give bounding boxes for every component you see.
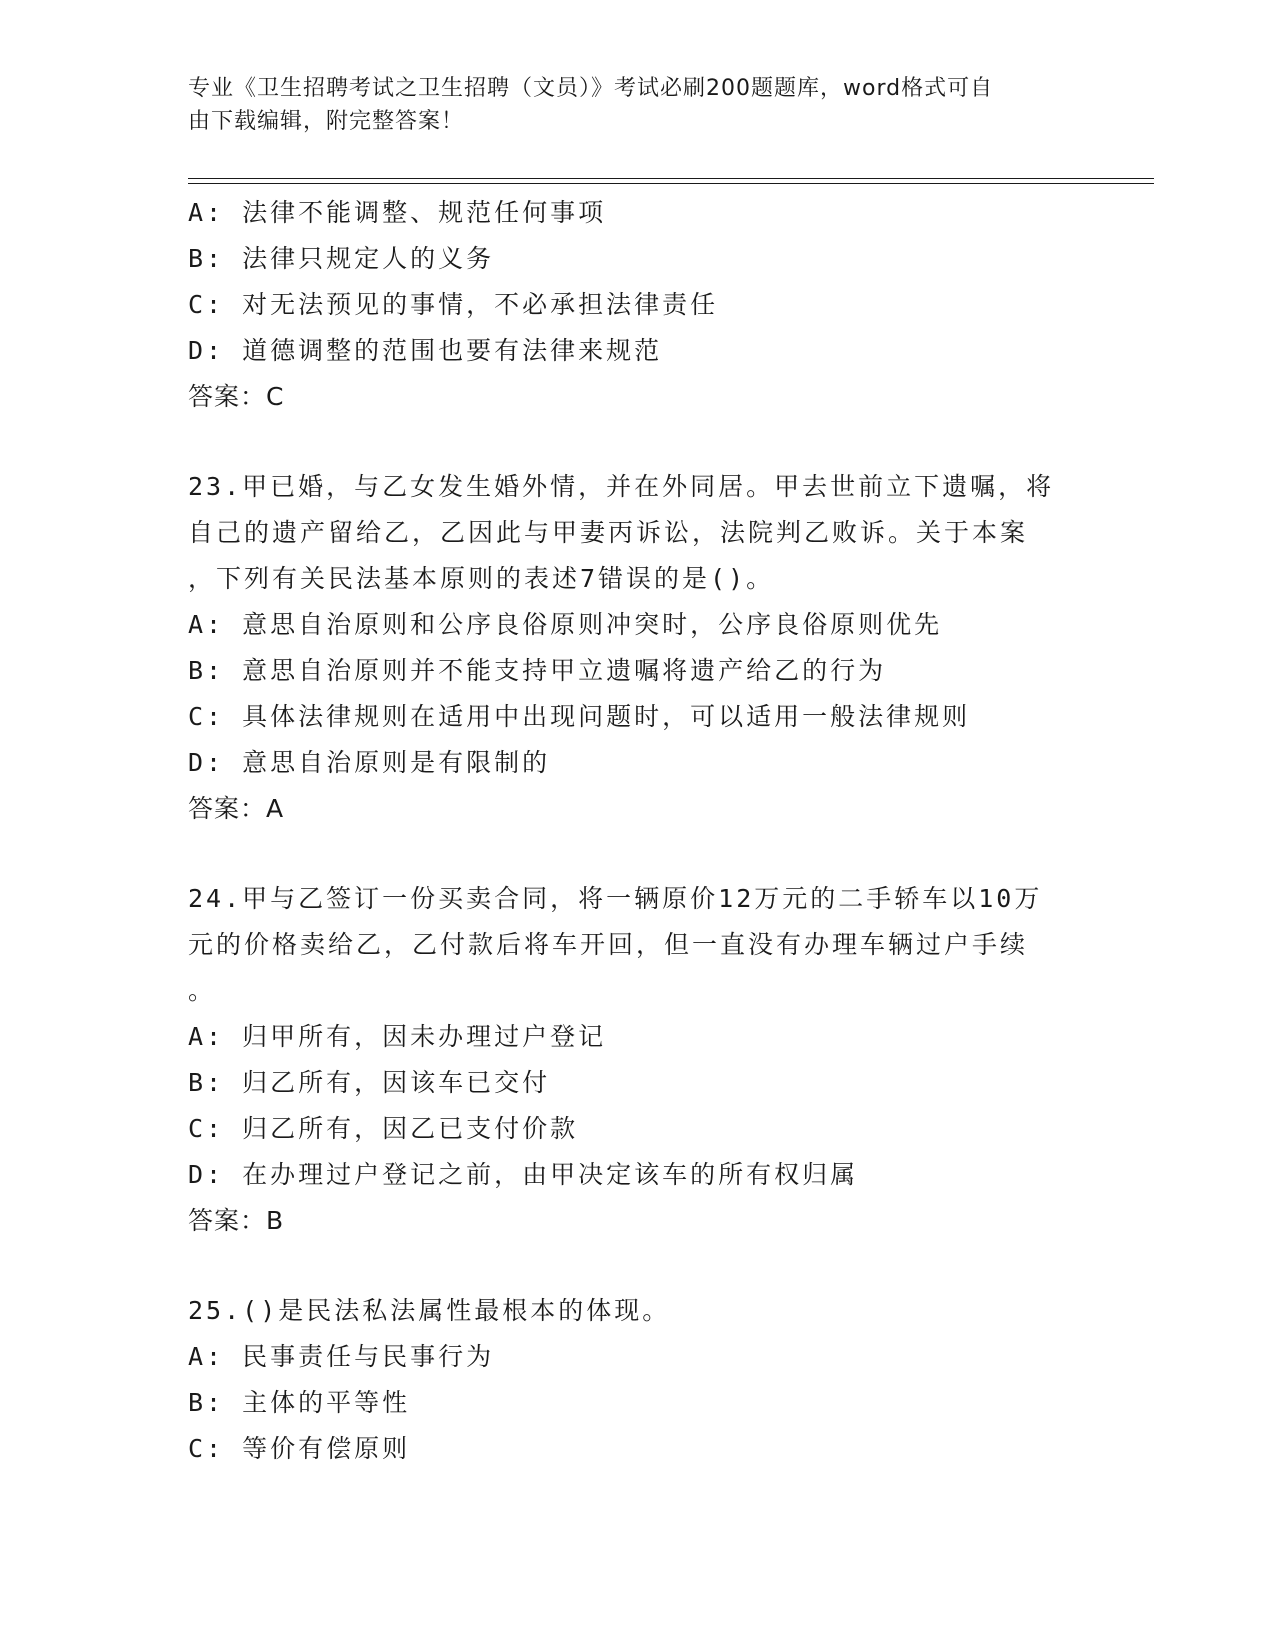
option-b: B: 主体的平等性	[188, 1388, 411, 1417]
option-c: C: 具体法律规则在适用中出现问题时，可以适用一般法律规则	[188, 702, 971, 731]
question-stem-line: 24.甲与乙签订一份买卖合同，将一辆原价12万元的二手轿车以10万	[188, 884, 1043, 913]
question-stem-line: 元的价格卖给乙，乙付款后将车开回，但一直没有办理车辆过户手续	[188, 930, 1029, 959]
option-c: C: 对无法预见的事情，不必承担法律责任	[188, 290, 719, 319]
question-24	[188, 876, 1088, 1244]
option-d: D: 在办理过户登记之前，由甲决定该车的所有权归属	[188, 1160, 859, 1189]
option-d: D: 意思自治原则是有限制的	[188, 748, 551, 777]
option-a: A: 法律不能调整、规范任何事项	[188, 198, 607, 227]
header-divider-bottom	[188, 183, 1154, 184]
answer-line: 答案：B	[188, 1206, 285, 1235]
header-line-1: 专业《卫生招聘考试之卫生招聘（文员）》考试必刷200题题库，word格式可自	[188, 76, 994, 101]
question-list	[188, 190, 1088, 1472]
answer-line: 答案：A	[188, 794, 285, 823]
question-stem-line: 自己的遗产留给乙，乙因此与甲妻丙诉讼，法院判乙败诉。关于本案	[188, 518, 1029, 547]
header-line-2: 由下载编辑，附完整答案！	[188, 109, 465, 134]
option-c: C: 归乙所有，因乙已支付价款	[188, 1114, 579, 1143]
option-b: B: 归乙所有，因该车已交付	[188, 1068, 551, 1097]
question-22	[188, 190, 1088, 420]
option-a: A: 民事责任与民事行为	[188, 1342, 495, 1371]
option-a: A: 意思自治原则和公序良俗原则冲突时，公序良俗原则优先	[188, 610, 943, 639]
question-23	[188, 464, 1088, 832]
document-header	[188, 72, 1068, 138]
option-b: B: 法律只规定人的义务	[188, 244, 495, 273]
answer-line: 答案：C	[188, 382, 285, 411]
option-a: A: 归甲所有，因未办理过户登记	[188, 1022, 607, 1051]
option-d: D: 道德调整的范围也要有法律来规范	[188, 336, 663, 365]
question-stem-line: ，下列有关民法基本原则的表述7错误的是()。	[188, 564, 775, 593]
question-25	[188, 1288, 1088, 1472]
option-c: C: 等价有偿原则	[188, 1434, 411, 1463]
question-stem-line: 25.()是民法私法属性最根本的体现。	[188, 1296, 671, 1325]
question-stem-line: 23.甲已婚，与乙女发生婚外情，并在外同居。甲去世前立下遗嘱，将	[188, 472, 1055, 501]
question-stem-line: 。	[188, 976, 217, 1005]
option-b: B: 意思自治原则并不能支持甲立遗嘱将遗产给乙的行为	[188, 656, 887, 685]
header-divider-top	[188, 178, 1154, 179]
